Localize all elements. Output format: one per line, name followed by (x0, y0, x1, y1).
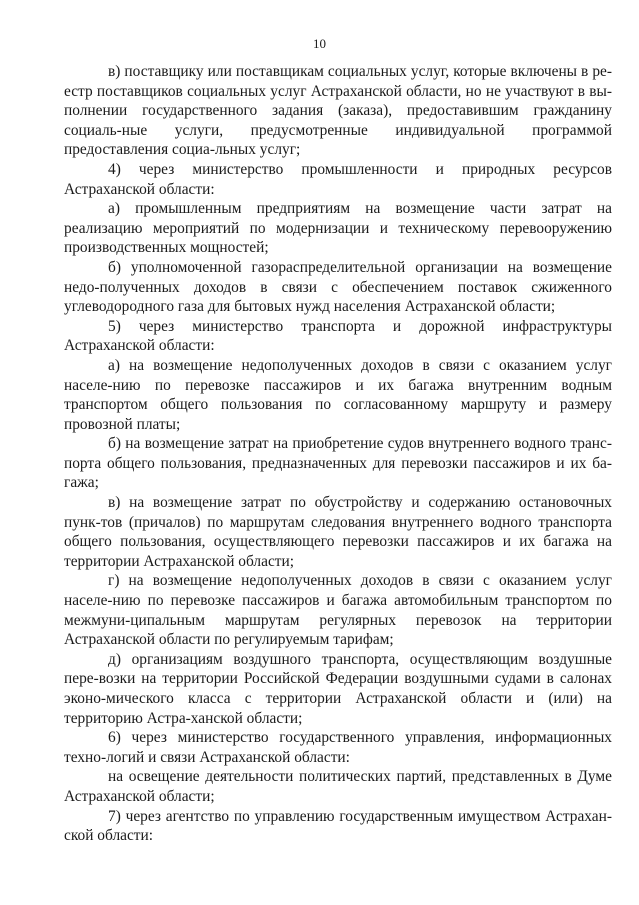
paragraph-5-ministry-transport: 5) через министерство транспорта и дорожной инфраструктуры Астраханской области: (64, 317, 612, 355)
document-body (64, 62, 612, 846)
paragraph-5g-bus-transport: г) на возмещение недополученных доходов в связи с оказанием услуг населе-нию по перевозке пассажиров и багажа автомобильным транспортом по межмуни-ципальным маршрутам регулярных перевозок на территории Астраханской области по регулируемым тарифам; (64, 572, 612, 649)
paragraph-4b-gas-distribution: б) уполномоченной газораспределительной организации на возмещение недо-полученных доходов в связи с обеспечением поставок сжиженного углеводородного газа для бытовых нужд населения Астраханской области; (64, 258, 612, 316)
page-number: 10 (313, 36, 326, 51)
paragraph-4-ministry-industry: 4) через министерство промышленности и природных ресурсов Астраханской области: (64, 160, 612, 198)
paragraph-5b-vessel-purchase: б) на возмещение затрат на приобретение судов внутреннего водного транс-порта общего пользования, предназначенных для перевозки пассажиров и их ба-гажа; (64, 435, 612, 492)
paragraph-3v-social-service-providers: в) поставщику или поставщикам социальных услуг, которые включены в ре-естр поставщиков социальных услуг Астраханской области, но не участвуют в вы-полнении государственного задания (заказа), предоставившим гражданину социаль-ные услуги, предусмотренные индивидуальной программой предоставления социа-льных услуг; (64, 63, 612, 159)
paragraph-5a-water-transport-income: а) на возмещение недополученных доходов в связи с оказанием услуг населе-нию по перевозке пассажиров и их багажа внутренним водным транспортом общего пользования по согласованному маршруту и размеру провозной платы; (64, 356, 612, 433)
paragraph-6-ministry-governance: 6) через министерство государственного управления, информационных техно-логий и связи Астраханской области: (64, 729, 612, 766)
paragraph-5d-air-transport: д) организациям воздушного транспорта, осуществляющим воздушные пере-возки на территории Российской Федерации воздушными судами в салонах эконо-мического класса с территории Астраханской области и (или) на территорию Астра-ханской области; (64, 650, 612, 727)
paragraph-5v-piers-maintenance: в) на возмещение затрат по обустройству и содержанию остановочных пунк-тов (причалов) по маршрутам следования внутреннего водного транспорта общего пользования, осуществляющего перевозки пассажиров и их багажа на территории Астраханской области; (64, 494, 612, 570)
paragraph-4a-industrial-enterprises: а) промышленным предприятиям на возмещение части затрат на реализацию мероприятий по модернизации и техническому перевооружению производственных мощностей; (64, 200, 612, 257)
paragraph-7-property-agency: 7) через агентство по управлению государственным имуществом Астрахан-ской области: (64, 807, 612, 845)
paragraph-6-political-parties: на освещение деятельности политических партий, представленных в Думе Астраханской области; (64, 768, 612, 805)
